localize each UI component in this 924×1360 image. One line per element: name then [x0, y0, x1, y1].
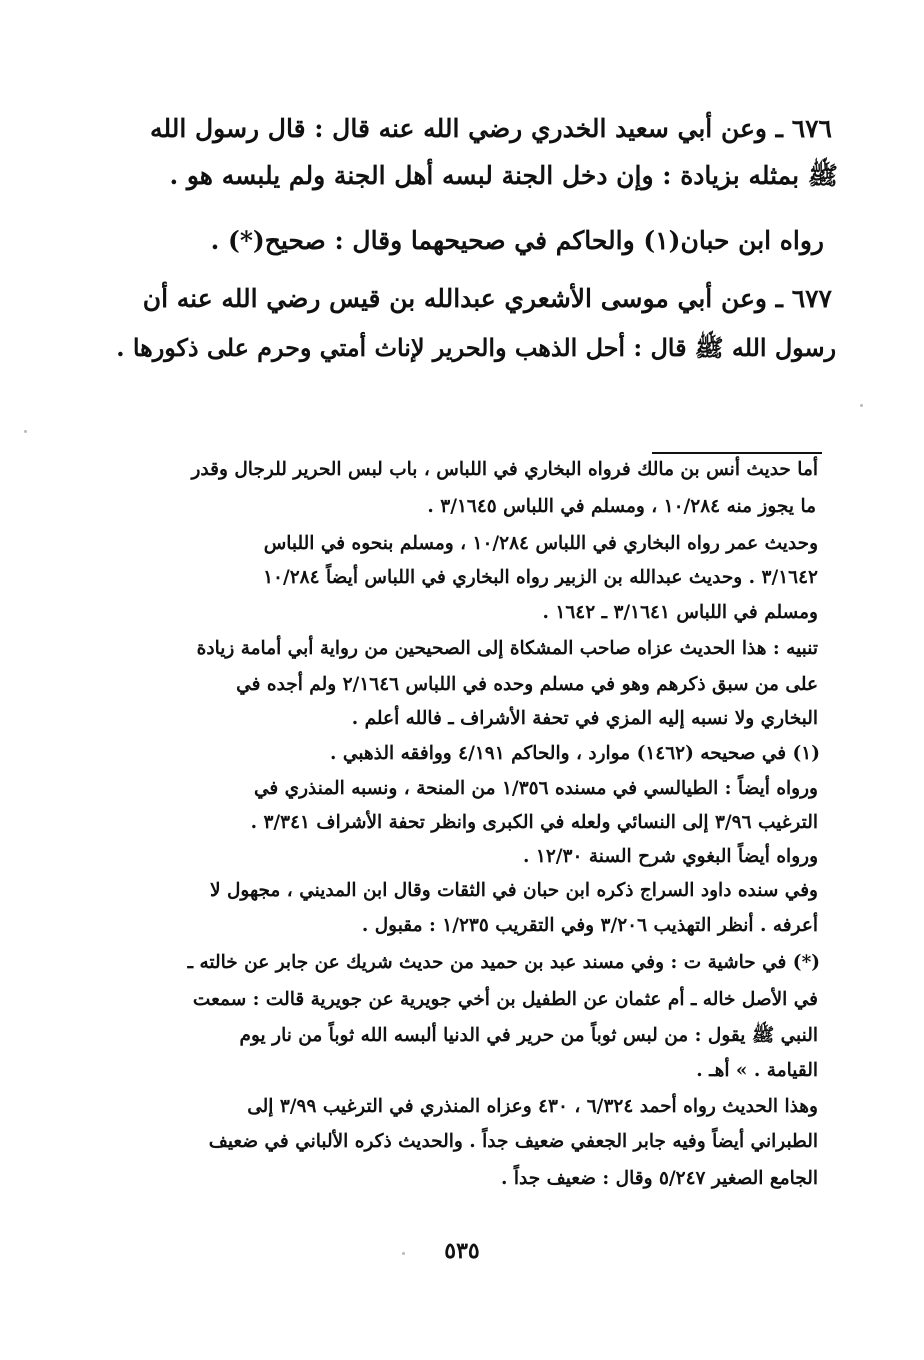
footnote-line: ورواه أيضاً البغوي شرح السنة ١٢/٣٠ .: [523, 846, 818, 867]
footnote-line: النبي ﷺ يقول : من لبس ثوباً من حرير في الدنيا ألبسه الله ثوباً من نار يوم: [239, 1025, 818, 1046]
footnote-line: ٣/١٦٤٢ . وحديث عبدالله بن الزبير رواه البخاري في اللباس أيضاً ١٠/٢٨٤: [263, 567, 818, 588]
page-number: ٥٣٥: [444, 1238, 480, 1264]
footnote-line: الجامع الصغير ٥/٢٤٧ وقال : ضعيف جداً .: [500, 1168, 818, 1189]
footnote-line: (١) في صحيحه (١٤٦٢) موارد ، والحاكم ٤/١٩١ ووافقه الذهبي .: [330, 743, 820, 764]
footnote-line: ورواه أيضاً : الطيالسي في مسنده ١/٣٥٦ من المنحة ، ونسبه المنذري في: [253, 778, 818, 799]
footnote-line: وفي سنده داود السراج ذكره ابن حبان في الثقات وقال ابن المديني ، مجهول لا: [209, 880, 818, 901]
scan-speck: [24, 430, 27, 433]
footnote-line: أعرفه . أنظر التهذيب ٣/٢٠٦ وفي التقريب ١/٢٣٥ : مقبول .: [361, 915, 818, 936]
footnote-line: وهذا الحديث رواه أحمد ٦/٣٢٤ ، ٤٣٠ وعزاه المنذري في الترغيب ٣/٩٩ إلى: [247, 1096, 818, 1117]
footnote-line: في الأصل خاله ـ أم عثمان عن الطفيل بن أخي جويرية عن جويرية قالت : سمعت: [192, 989, 818, 1010]
footnote-line: تنبيه : هذا الحديث عزاه صاحب المشكاة إلى الصحيحين من رواية أبي أمامة زيادة: [196, 638, 818, 659]
footnote-line: ما يجوز منه ١٠/٢٨٤ ، ومسلم في اللباس ٣/١٦٤٥ .: [427, 496, 816, 517]
hadith-677-line-2: رسول الله ﷺ قال : أحل الذهب والحرير لإناث أمتي وحرم على ذكورها .: [116, 334, 836, 362]
hadith-677-line-1: ٦٧٧ ـ وعن أبي موسى الأشعري عبدالله بن قيس رضي الله عنه أن: [142, 284, 832, 313]
footnote-separator: [652, 452, 822, 454]
footnote-line: الطبراني أيضاً وفيه جابر الجعفي ضعيف جداً . والحديث ذكره الألباني في ضعيف: [208, 1131, 818, 1152]
footnote-line: أما حديث أنس بن مالك فرواه البخاري في اللباس ، باب لبس الحرير للرجال وقدر: [191, 459, 818, 480]
hadith-676-line-1: ٦٧٦ ـ وعن أبي سعيد الخدري رضي الله عنه قال : قال رسول الله: [150, 114, 832, 143]
footnote-line: (*) في حاشية ت : وفي مسند عبد بن حميد من حديث شريك عن جابر عن خالته ـ: [187, 952, 820, 973]
footnote-line: البخاري ولا نسبه إليه المزي في تحفة الأشراف ـ فالله أعلم .: [351, 708, 818, 729]
hadith-676-narration: رواه ابن حبان(١) والحاكم في صحيحهما وقال : صحيح(*) .: [210, 226, 824, 255]
scan-speck: [860, 404, 863, 407]
footnote-line: على من سبق ذكرهم وهو في مسلم وحده في اللباس ٢/١٦٤٦ ولم أجده في: [236, 674, 818, 695]
hadith-676-line-2: ﷺ بمثله بزيادة : وإن دخل الجنة لبسه أهل الجنة ولم يلبسه هو .: [169, 161, 838, 190]
footnote-line: الترغيب ٣/٩٦ إلى النسائي ولعله في الكبرى وانظر تحفة الأشراف ٣/٣٤١ .: [250, 812, 818, 833]
footnote-line: وحديث عمر رواه البخاري في اللباس ١٠/٢٨٤ ، ومسلم بنحوه في اللباس: [263, 533, 818, 554]
scan-speck: [402, 1252, 405, 1255]
footnote-line: القيامة . » أهـ .: [696, 1060, 818, 1081]
footnote-line: ومسلم في اللباس ٣/١٦٤١ ـ ١٦٤٢ .: [542, 602, 818, 623]
